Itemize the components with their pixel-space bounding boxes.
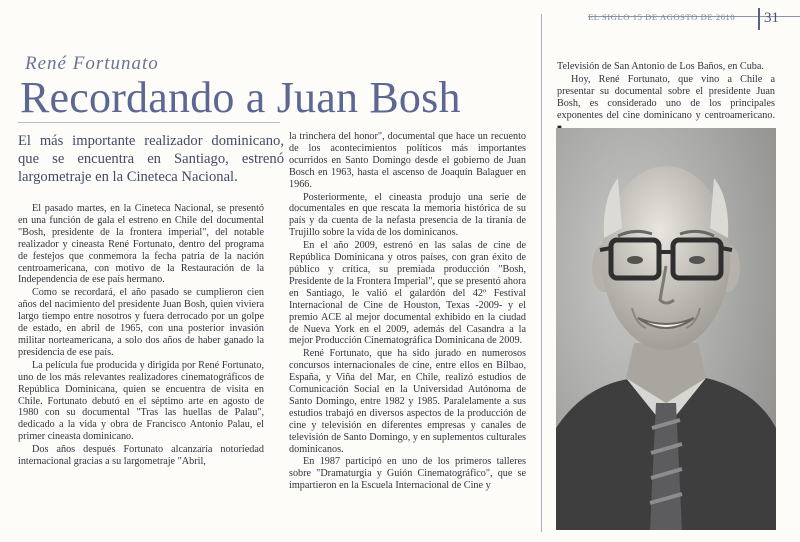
paragraph (557, 74, 775, 134)
column-divider (541, 14, 542, 532)
paragraph: René Fortunato, que ha sido jurado en numerosos concursos internacionales de cine, entre ellos en Bilbao, España, y Viña del Mar, en Chile, realizó estudios de Comunicación Social en la Universidad Autónoma de Santo Domingo, entre 1982 y 1985. Paralelamente a sus estudios trabajó en diversos aspectos de la producción de cine y televisión en diferentes empresas y canales de televisión de Santo Domingo, y en suplementos culturales dominicanos. (289, 348, 526, 455)
article-column-2 (289, 131, 526, 493)
article-column-3 (557, 61, 775, 134)
paragraph: Como se recordará, el año pasado se cumplieron cien años del nacimiento del presidente Juan Bosh, quien viviera largo tiempo entre nosotros y fuera derrocado por un golpe de estado, en abril de 1965, con una posterior invasión militar norteamericana, a solo dos años de haber ganado la presidencia de ese país. (18, 287, 264, 358)
paragraph: En el año 2009, estrenó en las salas de cine de República Dominicana y otros países, con gran éxito de público y crítica, su premiada producción "Bosh, Presidente de la Frontera Imperial", que se presentó ahora en Santiago, le valió el galardón del 42º Festival Internacional de Cine de Houston, Texas -2009- y el premio ACE al mejor documental exhibido en la ciudad de Nueva York en el 2009, además del Casandra a la mejor Producción Cinematográfica Dominicana de 2009. (289, 240, 526, 347)
article-column-1 (18, 203, 264, 469)
paragraph-text: Hoy, René Fortunato, que vino a Chile a presentar su documental sobre el presidente Juan Bosh, es considerado uno de los principales exponentes del cine dominicano y centroamericano. (557, 73, 775, 121)
subhead-rule (18, 122, 280, 123)
paragraph: Televisión de San Antonio de Los Baños, en Cuba. (557, 61, 764, 72)
paragraph: Posteriormente, el cineasta produjo una serie de documentales en que rescata la memoria histórica de su país y da cuenta de la nefasta presencia de la tiranía de Trujillo sobre la vida de los dominicanos. (289, 191, 526, 239)
byline: René Fortunato (25, 53, 159, 74)
portrait-photo (556, 128, 776, 530)
paragraph: La película fue producida y dirigida por René Fortunato, uno de los más relevantes realizadores cinematográficos de República Dominicana, quien se encuentra de visita en Chile. Fortunato debutó en el séptimo arte en agosto de 1980 con su documental "Tras las huellas de Palau", dedicado a la vida y obra de Francisco Antonio Palau, el primer cineasta dominicano. (18, 359, 264, 443)
paragraph: El pasado martes, en la Cineteca Nacional, se presentó en una función de gala el estreno en Chile del documental "Bosh, presidente de la frontera imperial", del notable realizador y cineasta René Fortunato, dentro del programa de festejos que conmemora la fecha patria de la nación centroamericana, con motivo de la Restauración de la Independencia de ese país hermano. (18, 203, 264, 286)
publication-header: EL SIGLO 15 DE AGOSTO DE 2010 (588, 12, 736, 22)
headline: Recordando a Juan Bosh (20, 73, 461, 122)
paragraph: En 1987 participó en uno de los primeros talleres sobre "Dramaturgia y Guión Cinematográfico", que se impartieron en la Escuela Internacional de Cine y (289, 456, 526, 492)
subheadline: El más importante realizador dominicano, que se encuentra en Santiago, estrenó largometraje en la Cineteca Nacional. (18, 133, 284, 185)
paragraph: la trinchera del honor", documental que hace un recuento de los acontecimientos políticos más importantes ocurridos en Santo Domingo desde el gobierno de Juan Bosch en 1963, hasta el ascenso de Joaquín Balaguer en 1966. (289, 131, 526, 190)
portrait-illustration (556, 128, 776, 530)
page-number: 31 (764, 10, 779, 26)
paragraph: Dos años después Fortunato alcanzaría notoriedad internacional gracias a su largometraje "Abril, (18, 444, 264, 468)
header-divider (758, 8, 760, 30)
